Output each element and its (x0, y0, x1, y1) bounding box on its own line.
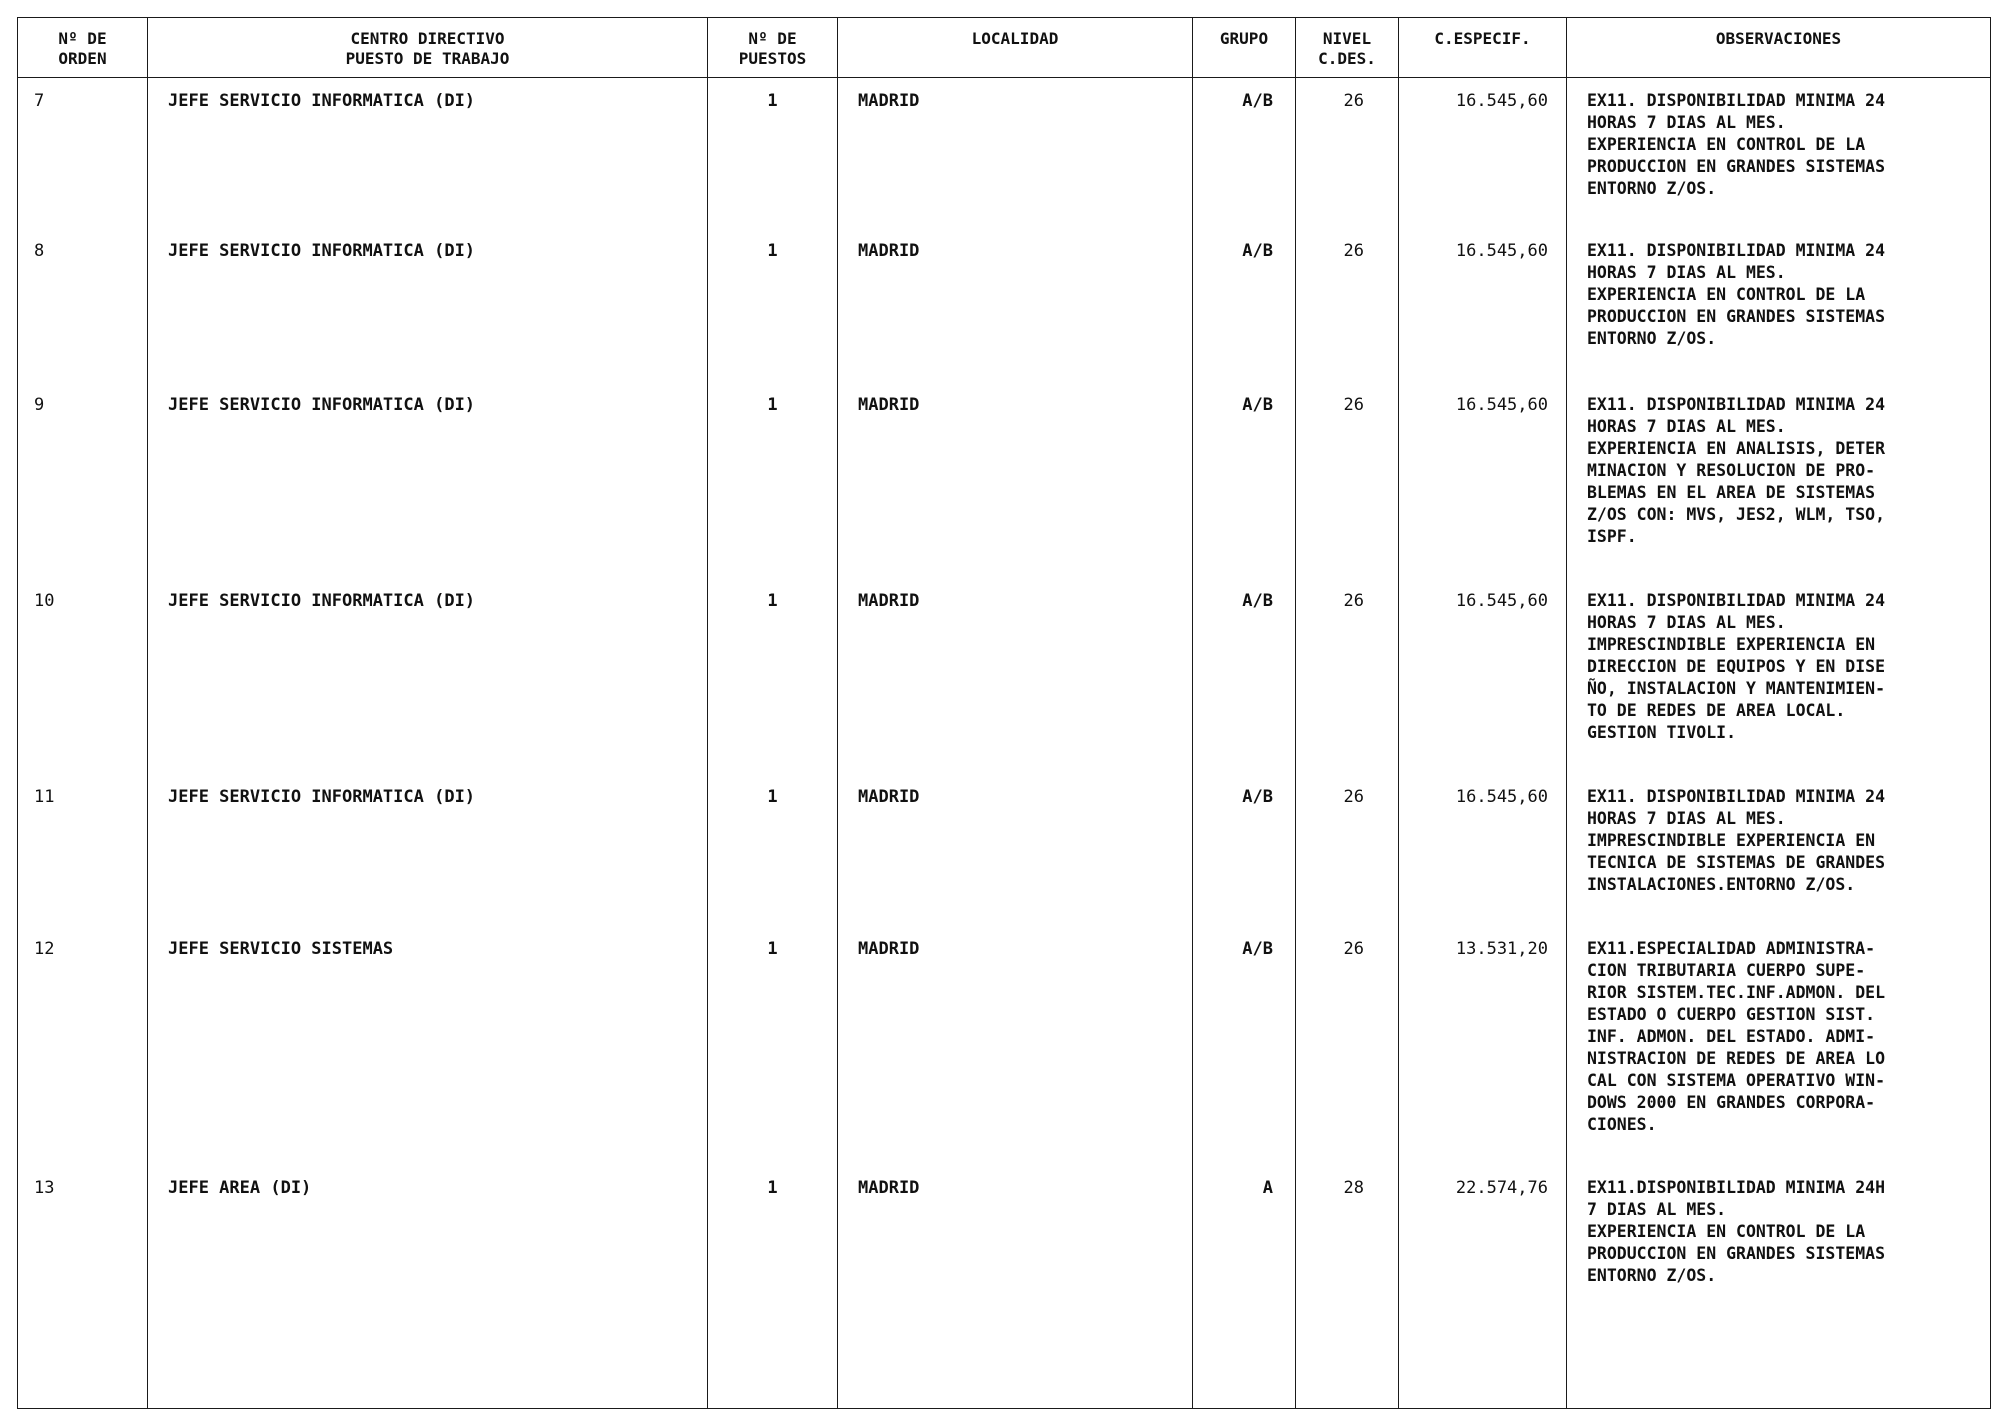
orden-cell: 11 (18, 774, 148, 926)
npuestos-cell: 1 (708, 774, 838, 926)
header-cespecif: C.ESPECIF. (1399, 18, 1567, 78)
nivel-cell: 28 (1296, 1165, 1399, 1409)
puesto-cell: JEFE SERVICIO INFORMATICA (DI) (148, 78, 708, 229)
header-nivel: NIVEL C.DES. (1296, 18, 1399, 78)
header-observaciones: OBSERVACIONES (1567, 18, 1991, 78)
grupo-cell: A/B (1193, 578, 1296, 774)
orden-cell: 13 (18, 1165, 148, 1409)
observaciones-cell: EX11.ESPECIALIDAD ADMINISTRA- CION TRIBUTARIA CUERPO SUPE- RIOR SISTEM.TEC.INF.ADMON. DEL ESTADO O CUERPO GESTION SIST. INF. ADMON. DEL ESTADO. ADMI- NISTRACION DE REDES DE AREA LO CAL CON SISTEMA OPERATIVO WIN- DOWS 2000 EN GRANDES CORPORA- CIONES. (1567, 926, 1991, 1165)
nivel-cell: 26 (1296, 774, 1399, 926)
grupo-cell: A (1193, 1165, 1296, 1409)
orden-cell: 8 (18, 228, 148, 382)
puesto-cell: JEFE SERVICIO SISTEMAS (148, 926, 708, 1165)
header-grupo: GRUPO (1193, 18, 1296, 78)
observaciones-cell: EX11. DISPONIBILIDAD MINIMA 24 HORAS 7 DIAS AL MES. EXPERIENCIA EN CONTROL DE LA PRODUCCION EN GRANDES SISTEMAS ENTORNO Z/OS. (1567, 228, 1991, 382)
header-orden: Nº DE ORDEN (18, 18, 148, 78)
table-row (18, 228, 1991, 382)
localidad-cell: MADRID (838, 382, 1193, 578)
observaciones-cell: EX11. DISPONIBILIDAD MINIMA 24 HORAS 7 DIAS AL MES. IMPRESCINDIBLE EXPERIENCIA EN TECNICA DE SISTEMAS DE GRANDES INSTALACIONES.ENTORNO Z/OS. (1567, 774, 1991, 926)
nivel-cell: 26 (1296, 578, 1399, 774)
npuestos-cell: 1 (708, 926, 838, 1165)
table-row (18, 578, 1991, 774)
table-row (18, 78, 1991, 229)
localidad-cell: MADRID (838, 228, 1193, 382)
table-row (18, 1165, 1991, 1409)
npuestos-cell: 1 (708, 228, 838, 382)
puesto-cell: JEFE SERVICIO INFORMATICA (DI) (148, 228, 708, 382)
npuestos-cell: 1 (708, 1165, 838, 1409)
grupo-cell: A/B (1193, 78, 1296, 229)
nivel-cell: 26 (1296, 228, 1399, 382)
orden-cell: 12 (18, 926, 148, 1165)
puesto-cell: JEFE AREA (DI) (148, 1165, 708, 1409)
nivel-cell: 26 (1296, 926, 1399, 1165)
header-npuestos: Nº DE PUESTOS (708, 18, 838, 78)
cespecif-cell: 16.545,60 (1399, 78, 1567, 229)
observaciones-cell: EX11. DISPONIBILIDAD MINIMA 24 HORAS 7 DIAS AL MES. EXPERIENCIA EN CONTROL DE LA PRODUCCION EN GRANDES SISTEMAS ENTORNO Z/OS. (1567, 78, 1991, 229)
cespecif-cell: 16.545,60 (1399, 774, 1567, 926)
cespecif-cell: 16.545,60 (1399, 578, 1567, 774)
header-row (18, 18, 1991, 78)
localidad-cell: MADRID (838, 1165, 1193, 1409)
orden-cell: 10 (18, 578, 148, 774)
grupo-cell: A/B (1193, 382, 1296, 578)
grupo-cell: A/B (1193, 774, 1296, 926)
observaciones-cell: EX11. DISPONIBILIDAD MINIMA 24 HORAS 7 DIAS AL MES. IMPRESCINDIBLE EXPERIENCIA EN DIRECCION DE EQUIPOS Y EN DISE ÑO, INSTALACION Y MANTENIMIEN- TO DE REDES DE AREA LOCAL. GESTION TIVOLI. (1567, 578, 1991, 774)
nivel-cell: 26 (1296, 78, 1399, 229)
positions-table (17, 17, 1991, 1409)
grupo-cell: A/B (1193, 926, 1296, 1165)
observaciones-cell: EX11.DISPONIBILIDAD MINIMA 24H 7 DIAS AL MES. EXPERIENCIA EN CONTROL DE LA PRODUCCION EN GRANDES SISTEMAS ENTORNO Z/OS. (1567, 1165, 1991, 1409)
npuestos-cell: 1 (708, 578, 838, 774)
localidad-cell: MADRID (838, 78, 1193, 229)
cespecif-cell: 13.531,20 (1399, 926, 1567, 1165)
observaciones-cell: EX11. DISPONIBILIDAD MINIMA 24 HORAS 7 DIAS AL MES. EXPERIENCIA EN ANALISIS, DETER MINACION Y RESOLUCION DE PRO- BLEMAS EN EL AREA DE SISTEMAS Z/OS CON: MVS, JES2, WLM, TSO, ISPF. (1567, 382, 1991, 578)
header-localidad: LOCALIDAD (838, 18, 1193, 78)
cespecif-cell: 16.545,60 (1399, 228, 1567, 382)
grupo-cell: A/B (1193, 228, 1296, 382)
nivel-cell: 26 (1296, 382, 1399, 578)
header-puesto: CENTRO DIRECTIVO PUESTO DE TRABAJO (148, 18, 708, 78)
npuestos-cell: 1 (708, 78, 838, 229)
npuestos-cell: 1 (708, 382, 838, 578)
orden-cell: 7 (18, 78, 148, 229)
localidad-cell: MADRID (838, 926, 1193, 1165)
table-row (18, 926, 1991, 1165)
orden-cell: 9 (18, 382, 148, 578)
localidad-cell: MADRID (838, 774, 1193, 926)
puesto-cell: JEFE SERVICIO INFORMATICA (DI) (148, 578, 708, 774)
localidad-cell: MADRID (838, 578, 1193, 774)
table-row (18, 382, 1991, 578)
puesto-cell: JEFE SERVICIO INFORMATICA (DI) (148, 382, 708, 578)
puesto-cell: JEFE SERVICIO INFORMATICA (DI) (148, 774, 708, 926)
cespecif-cell: 16.545,60 (1399, 382, 1567, 578)
cespecif-cell: 22.574,76 (1399, 1165, 1567, 1409)
table-row (18, 774, 1991, 926)
